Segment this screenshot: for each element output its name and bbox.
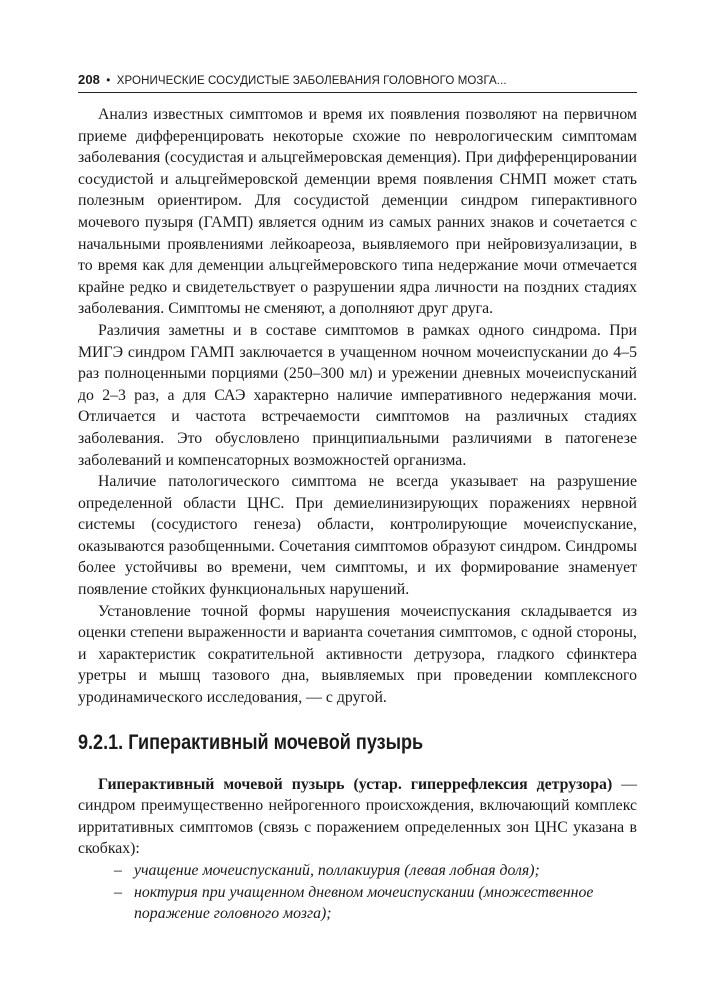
running-title: ХРОНИЧЕСКИЕ СОСУДИСТЫЕ ЗАБОЛЕВАНИЯ ГОЛОВНОГО МОЗГА... xyxy=(116,75,507,87)
list-dash: – xyxy=(114,883,122,901)
page-body xyxy=(78,104,637,925)
symptom-list xyxy=(78,860,637,925)
section-heading: 9.2.1. Гиперактивный мочевой пузырь xyxy=(78,730,424,754)
list-item xyxy=(78,860,637,882)
paragraph-2: Различия заметны и в составе симптомов в рамках одного синдрома. При МИГЭ синдром ГАМП заключается в учащенном ночном мочеиспускании до 4–5 раз полноценными порциями (250–300 мл) и урежении дневных мочеиспусканий до 2–3 раз, а для САЭ характерно наличие императивного недержания мочи. Отличается и частота встречаемости симптомов на различных стадиях заболевания. Это обусловлено принципиальными различиями в патогенезе заболеваний и компенсаторных возможностей организма. xyxy=(78,321,637,469)
definition-term: Гиперактивный мочевой пузырь (устар. гиперрефлексия детрузора) xyxy=(98,775,613,793)
definition-text: — синдром преимущественно нейрогенного происхождения, включающий комплекс ирритативных симптомов (связь с поражением определенных зон ЦНС указана в скобках): xyxy=(78,775,637,858)
list-item-text: ноктурия при учащенном дневном мочеиспускании (множественное поражение головного мозга); xyxy=(134,883,594,923)
definition-paragraph xyxy=(78,774,637,860)
header-bullet: • xyxy=(106,75,111,87)
list-item xyxy=(78,882,637,925)
running-header xyxy=(78,72,637,87)
paragraph-4: Установление точной формы нарушения мочеиспускания складывается из оценки степени выраженности и варианта сочетания симптомов, с одной стороны, и характеристик сократительной активности детрузора, гладкого сфинктера уретры и мышц тазового дна, выявляемых при проведении комплексного уродинамического исследования, — с другой. xyxy=(78,602,637,707)
paragraph-1: Анализ известных симптомов и время их появления позволяют на первичном приеме дифференцировать некоторые схожие по неврологическим симптомам заболевания (сосудистая и альцгеймеровская деменция). При дифференцировании сосудистой и альцгеймеровской деменции время появления СНМП может стать полезным ориентиром. Для сосудистой деменции синдром гиперактивного мочевого пузыря (ГАМП) является одним из самых ранних знаков и сочетается с начальными проявлениями лейкоареоза, выявляемого при нейровизуализации, в то время как для деменции альцгеймеровского типа недержание мочи отмечается крайне редко и свидетельствует о разрушении ядра личности на поздних стадиях заболевания. Симптомы не сменяют, а дополняют друг друга. xyxy=(78,106,637,318)
paragraph-3: Наличие патологического симптома не всегда указывает на разрушение определенной области ЦНС. При демиелинизирующих поражениях нервной системы (сосудистого генеза) области, контролирующие мочеиспускание, оказываются разобщенными. Сочетания симптомов образуют синдром. Синдромы более устойчивы во времени, чем симптомы, и их формирование знаменует появление стойких функциональных нарушений. xyxy=(78,473,637,599)
list-dash: – xyxy=(114,862,122,879)
list-item-text: учащение мочеиспусканий, поллакиурия (левая лобная доля); xyxy=(134,862,540,879)
page-number: 208 xyxy=(78,72,100,87)
header-rule xyxy=(78,92,637,93)
